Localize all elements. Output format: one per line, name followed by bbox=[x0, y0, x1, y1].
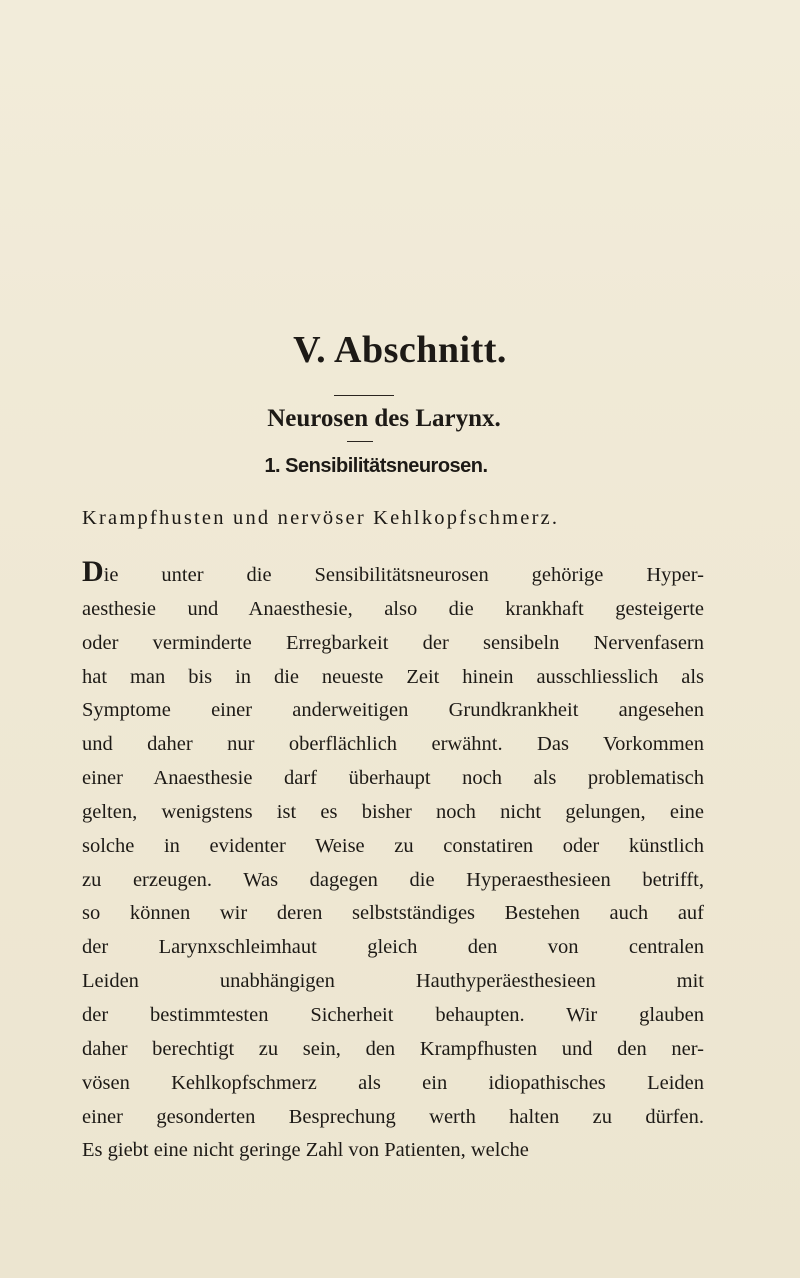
body-paragraph bbox=[82, 555, 704, 1168]
text-line: vösen Kehlkopfschmerz als ein idiopathisches Leiden bbox=[82, 1071, 704, 1094]
text-line: oder verminderte Erregbarkeit der sensibeln Nervenfasern bbox=[82, 631, 704, 654]
text-line: Leiden unabhängigen Hauthyperäesthesieen mit bbox=[82, 970, 704, 993]
text-line: daher berechtigt zu sein, den Krampfhusten und den ner- bbox=[82, 1037, 704, 1060]
text-line: hat man bis in die neueste Zeit hinein ausschliesslich als bbox=[82, 665, 704, 688]
topic-line: Krampfhusten und nervöser Kehlkopfschmerz. bbox=[82, 507, 560, 529]
text-line: und daher nur oberflächlich erwähnt. Das Vorkommen bbox=[82, 733, 704, 756]
text-line: der bestimmtesten Sicherheit behaupten. Wir glauben bbox=[82, 1003, 704, 1026]
text-line bbox=[82, 555, 704, 593]
text-line: Symptome einer anderweitigen Grundkrankheit angesehen bbox=[82, 699, 704, 722]
first-line-text: ie unter die Sensibilitätsneurosen gehörige Hyper- bbox=[103, 564, 704, 586]
text-line: der Larynxschleimhaut gleich den von centralen bbox=[82, 936, 704, 959]
section-heading: V. Abschnitt. bbox=[293, 329, 507, 371]
text-line: solche in evidenter Weise zu constatiren oder künstlich bbox=[82, 834, 704, 857]
initial-letter: D bbox=[82, 555, 104, 588]
text-line: gelten, wenigstens ist es bisher noch nicht gelungen, eine bbox=[82, 800, 704, 823]
text-line: Es giebt eine nicht geringe Zahl von Patienten, welche bbox=[82, 1139, 529, 1162]
text-line: einer gesonderten Besprechung werth halten zu dürfen. bbox=[82, 1105, 704, 1128]
heading-rule bbox=[334, 395, 394, 396]
subsection-title: 1. Sensibilitätsneurosen. bbox=[264, 455, 488, 477]
chapter-title: Neurosen des Larynx. bbox=[267, 405, 501, 432]
text-line: zu erzeugen. Was dagegen die Hyperaesthesieen betrifft, bbox=[82, 868, 704, 891]
text-line: einer Anaesthesie darf überhaupt noch als problematisch bbox=[82, 767, 704, 790]
text-line: so können wir deren selbstständiges Bestehen auch auf bbox=[82, 902, 704, 925]
title-rule bbox=[347, 441, 373, 442]
text-line: aesthesie und Anaesthesie, also die krankhaft gesteigerte bbox=[82, 597, 704, 620]
